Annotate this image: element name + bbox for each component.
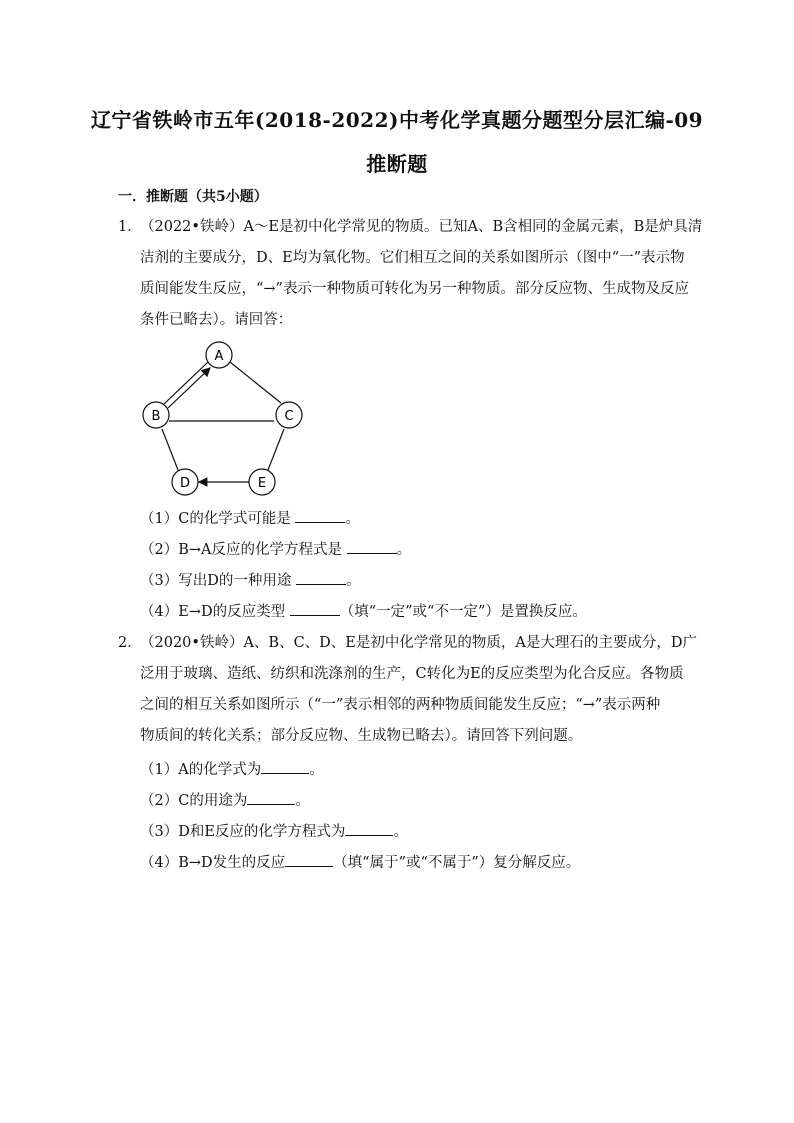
q2-sub-question: （4）B→D发生的反应 （填“属于”或“不属于”）复分解反应。 (140, 852, 580, 873)
edge-c-e (268, 429, 284, 470)
q2-sub-question: （1）A的化学式为 。 (140, 759, 324, 780)
q2-text-line: （2020•铁岭）A、B、C、D、E是初中化学常见的物质，A是大理石的主要成分，D广 (140, 635, 697, 651)
edge-b-d (162, 429, 178, 470)
q2-text-line: 物质间的转化关系；部分反应物、生成物已略去）。请回答下列问题。 (140, 728, 583, 744)
document-title-line2: 推断题 (366, 152, 428, 176)
answer-blank[interactable] (285, 852, 333, 867)
node-c-label: C (284, 409, 294, 424)
q1-text-line: 条件已略去）。请回答： (140, 312, 293, 328)
q1-text-line: （2022•铁岭）A～E是初中化学常见的物质。已知A、B含相同的金属元素，B是炉具清 (140, 219, 703, 235)
node-e-label: E (257, 476, 267, 491)
q2-sub-question: （2）C的用途为 。 (140, 790, 310, 811)
q1-sub-question: （1）C的化学式可能是 。 (140, 508, 360, 529)
edge-b-a-line (164, 362, 208, 404)
q1-number: 1． (118, 219, 142, 235)
node-b-label: B (151, 409, 161, 424)
answer-blank[interactable] (261, 759, 309, 774)
q2-text-line: 泛用于玻璃、造纸、纺织和洗涤剂的生产，C转化为E的反应类型为化合反应。各物质 (140, 666, 684, 682)
q1-sub-question: （4）E→D的反应类型 （填“一定”或“不一定”）是置换反应。 (140, 601, 587, 622)
q1-sub-question: （2）B→A反应的化学方程式是 。 (140, 539, 411, 560)
answer-blank[interactable] (345, 821, 393, 836)
answer-blank[interactable] (247, 790, 295, 805)
q1-sub-question: （3）写出D的一种用途 。 (140, 570, 360, 591)
q1-text-line: 质间能发生反应，“→”表示一种物质可转化为另一种物质。部分反应物、生成物及反应 (140, 281, 689, 297)
document-title-line1: 辽宁省铁岭市五年(2018-2022)中考化学真题分题型分层汇编-09 (90, 108, 704, 132)
q2-sub-question: （3）D和E反应的化学方程式为 。 (140, 821, 408, 842)
edge-a-c (230, 362, 281, 403)
q2-number: 2． (118, 635, 142, 651)
node-d-label: D (179, 476, 191, 491)
node-a-label: A (214, 349, 224, 364)
q1-text-line: 洁剂的主要成分，D、E均为氧化物。它们相互之间的关系如图所示（图中“一”表示物 (140, 250, 685, 266)
edge-b-to-a-arrow (168, 368, 210, 408)
section-heading: 一．推断题（共5小题） (118, 189, 268, 205)
answer-blank[interactable] (296, 570, 346, 585)
answer-blank[interactable] (347, 539, 397, 554)
q2-text-line: 之间的相互关系如图所示（“一”表示相邻的两种物质间能发生反应；“→”表示两种 (140, 697, 661, 713)
q1-relation-diagram (138, 340, 308, 500)
answer-blank[interactable] (290, 601, 340, 616)
answer-blank[interactable] (295, 508, 345, 523)
